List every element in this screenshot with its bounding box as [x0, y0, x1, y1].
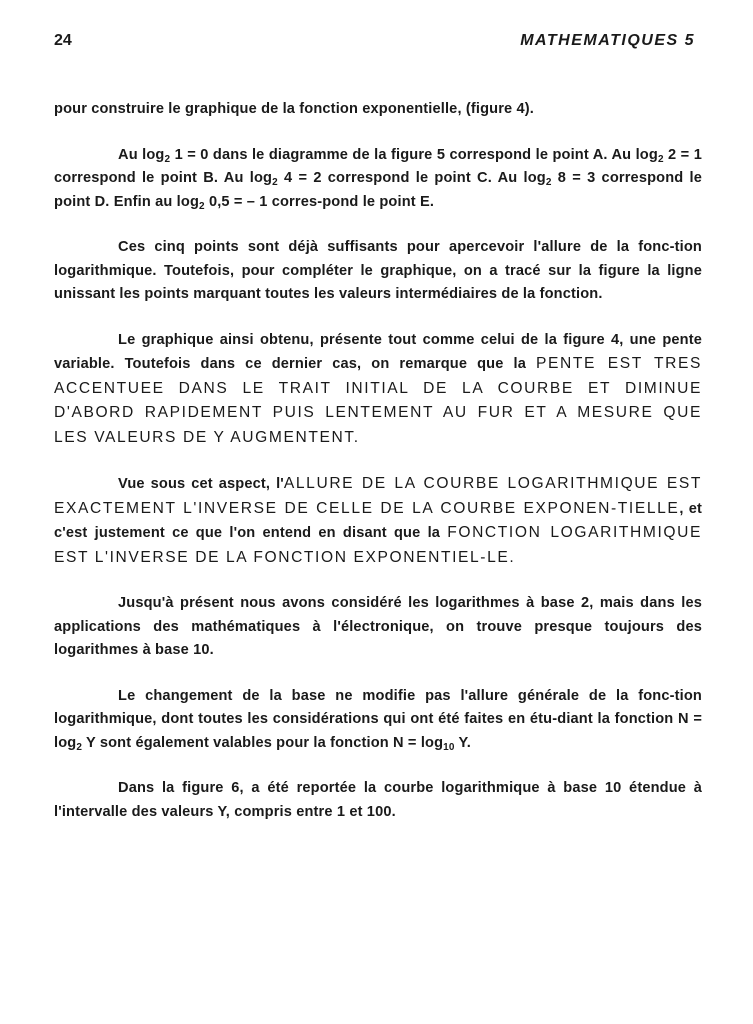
- paragraph-1-text: pour construire le graphique de la fonction exponentielle, (figure 4).: [54, 101, 534, 117]
- paragraph-7-text-b: Y sont également valables pour la fonction N = log: [82, 734, 444, 751]
- log-base-subscript: 2: [272, 177, 278, 188]
- log-base-subscript: 10: [443, 741, 455, 753]
- paragraph-2-text-a: Au log: [118, 146, 165, 163]
- paragraph-6-text: Jusqu'à présent nous avons considéré les logarithmes à base 2, mais dans les applications des mathématiques à l'électronique, on trouve presque toujours des logarithmes à base 10.: [54, 595, 702, 658]
- page-number: 24: [54, 32, 72, 49]
- paragraph-1: [54, 98, 702, 122]
- paragraph-8: [54, 777, 702, 824]
- log-base-subscript: 2: [76, 741, 83, 753]
- paragraph-5-emphasis-1: ALLURE DE LA COURBE LOGARITHMIQUE EST EXACTEMENT L'INVERSE DE CELLE DE LA COURBE EXPONEN-TIELLE: [54, 475, 702, 517]
- paragraph-2-text-c: 2 = 1 correspond le point B. Au log: [54, 146, 703, 186]
- paragraph-3-text: Ces cinq points sont déjà suffisants pour apercevoir l'allure de la fonc-tion logarithmique. Toutefois, pour compléter le graphique, on a tracé sur la figure la ligne unissant les points marquant toutes les valeurs intermédiaires de la fonction.: [54, 239, 702, 302]
- paragraph-5-text-a: Vue sous cet aspect, l': [118, 476, 284, 492]
- running-title: MATHEMATIQUES 5: [520, 32, 695, 49]
- paragraph-4-emphasis: PENTE EST TRES ACCENTUEE DANS LE TRAIT INITIAL DE LA COURBE ET DIMINUE D'ABORD RAPIDEMENT PUIS LENTEMENT AU FUR ET A MESURE QUE LES VALEURS DE Y AUGMENTENT.: [54, 355, 703, 446]
- body-text: [54, 98, 702, 846]
- paragraph-4: [54, 329, 702, 451]
- log-base-subscript: 2: [164, 153, 171, 165]
- paragraph-4-text: Le graphique ainsi obtenu, présente tout comme celui de la figure 4, une pente variable. Toutefois dans ce dernier cas, on remarque que la: [54, 331, 702, 372]
- paragraph-5-text-b: , et c'est justement ce que l'on entend en disant que la: [54, 500, 702, 541]
- paragraph-3: [54, 236, 702, 307]
- paragraph-7: [54, 685, 702, 756]
- paragraph-7-text-c: Y.: [454, 734, 472, 751]
- paragraph-2-text-b: 1 = 0 dans le diagramme de la figure 5 correspond le point A. Au log: [170, 146, 658, 163]
- page-header: [54, 32, 695, 56]
- log-base-subscript: 2: [199, 200, 205, 212]
- paragraph-6: [54, 592, 702, 663]
- log-base-subscript: 2: [657, 153, 664, 165]
- paragraph-5-emphasis-2: FONCTION LOGARITHMIQUE EST L'INVERSE DE LA FONCTION EXPONENTIEL-LE.: [54, 524, 702, 566]
- log-base-subscript: 2: [545, 177, 552, 188]
- paragraph-5: [54, 472, 702, 570]
- paragraph-2-text-e: 8 = 3 correspond le point D. Enfin au log: [54, 170, 703, 210]
- paragraph-2: [54, 144, 702, 215]
- paragraph-7-text-a: Le changement de la base ne modifie pas l'allure générale de la fonc-tion logarithmique, dont toutes les considérations qui ont été faites en étu-diant la fonction N = log: [54, 687, 702, 751]
- paragraph-2-text-d: 4 = 2 correspond le point C. Au log: [277, 170, 546, 186]
- paragraph-8-text: Dans la figure 6, a été reportée la courbe logarithmique à base 10 étendue à l'intervalle des valeurs Y, compris entre 1 et 100.: [54, 780, 702, 820]
- paragraph-2-text-f: 0,5 = – 1 corres-pond le point E.: [204, 193, 435, 210]
